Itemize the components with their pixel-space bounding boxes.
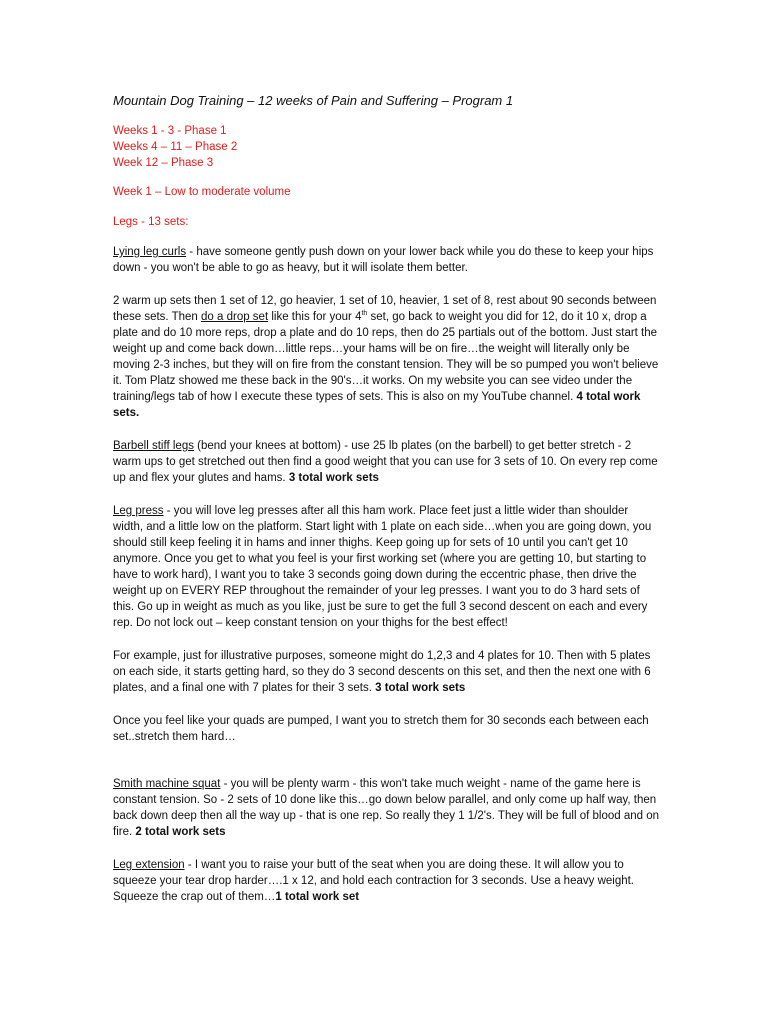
superscript: th	[361, 310, 368, 318]
paragraph-text: - you will be plenty warm - this won't take much weight - name of the game here is constant tension. So - 2 sets of 10 done like this…go down below parallel, and only come up half way, then back down deep then all the way up - that is one rep. So really they 1 1/2's. They will be full of blood and on fire.	[113, 778, 660, 838]
phase-3: Week 12 – Phase 3	[113, 157, 214, 169]
paragraph-text: (bend your knees at bottom) - use 25 lb plates (on the barbell) to get better stretch - 2 warm ups to get stretched out then find a good weight that you can use for 3 sets of 10. On every rep come up and flex your glutes and hams.	[113, 440, 658, 484]
paragraph-text: - have someone gently push down on your lower back while you do these to keep your hips down - you won't be able to go as heavy, but it will isolate them better.	[113, 246, 654, 274]
phase-2: Weeks 4 – 11 – Phase 2	[113, 141, 238, 153]
legs-heading: Legs - 13 sets:	[113, 216, 189, 228]
work-sets-total: 1 total work set	[275, 891, 360, 903]
phase-1: Weeks 1 - 3 - Phase 1	[113, 125, 227, 137]
paragraph-leg-press	[113, 503, 659, 631]
exercise-name: Leg extension	[113, 859, 185, 871]
paragraph-text: - I want you to raise your butt of the seat when you are doing these. It will allow you to squeeze your tear drop harder….1 x 12, and hold each contraction for 3 seconds. Use a heavy weight. Squeeze the crap out of them…	[113, 859, 635, 903]
document-title: Mountain Dog Training – 12 weeks of Pain and Suffering – Program 1	[113, 93, 514, 108]
exercise-name: Leg press	[113, 505, 164, 517]
paragraph-text: like this for your 4	[268, 311, 362, 323]
exercise-name: Lying leg curls	[113, 246, 187, 258]
week-heading: Week 1 – Low to moderate volume	[113, 186, 291, 198]
paragraph-text: 2 warm up sets then 1 set of 12, go heavier, 1 set of 10, heavier, 1 set of 8, rest about 90 seconds between these sets. Then	[113, 295, 657, 323]
paragraph-lying-leg-curls	[113, 244, 659, 276]
work-sets-total: 3 total work sets	[375, 682, 466, 694]
paragraph-text: Once you feel like your quads are pumped, I want you to stretch them for 30 seconds each between each set..stretch them hard…	[113, 715, 649, 743]
paragraph-text: - you will love leg presses after all this ham work. Place feet just a little wider than shoulder width, and a little low on the platform. Start light with 1 plate on each side…when you are going down, you should still keep feeling it in hams and inner thighs. Keep going up for sets of 10 until you can't get 10 anymore. Once you get to what you feel is your first working set (where you are getting 10, but starting to have to work hard), I want you to take 3 seconds going down during the eccentric phase, then drive the weight up on EVERY REP throughout the remainder of your leg presses. I want you to do 3 hard sets of this. Go up in weight as much as you like, just be sure to get the full 3 second descent on each and every rep. Do not lock out – keep constant tension on your thighs for the best effect!	[113, 505, 652, 629]
paragraph-leg-extension	[113, 857, 659, 905]
phase-list	[113, 123, 659, 171]
paragraph-example	[113, 648, 659, 696]
work-sets-total: 4 total work sets.	[113, 391, 641, 419]
paragraph-text: set, go back to weight you did for 12, do it 10 x, drop a plate and do 10 more reps, drop a plate and do 10 reps, then do 25 partials out of the bottom. Just start the weight up and come back down…little reps…your hams will be on fire…the weight will literally only be moving 2-3 inches, but they will on fire from the constant tension. They will be so pumped you won't believe it. Tom Platz showed me these back in the 90's…it works. On my website you can see video under the training/legs tab of how I execute these types of sets. This is also on my YouTube channel.	[113, 311, 659, 403]
paragraph-drop-set	[113, 293, 659, 421]
document-page	[113, 92, 659, 922]
drop-set-link[interactable]: do a drop set	[201, 311, 269, 323]
paragraph-stretch	[113, 713, 659, 745]
exercise-name: Barbell stiff legs	[113, 440, 194, 452]
paragraph-text: For example, just for illustrative purposes, someone might do 1,2,3 and 4 plates for 10. Then with 5 plates on each side, it starts getting hard, so they do 3 second descents on this set, and then the next one with 6 plates, and a final one with 7 plates for their 3 sets.	[113, 650, 651, 694]
paragraph-smith-machine-squat	[113, 776, 659, 840]
paragraph-barbell-stiff-legs	[113, 438, 659, 486]
exercise-name: Smith machine squat	[113, 778, 221, 790]
work-sets-total: 3 total work sets	[288, 472, 379, 484]
work-sets-total: 2 total work sets	[135, 826, 226, 838]
